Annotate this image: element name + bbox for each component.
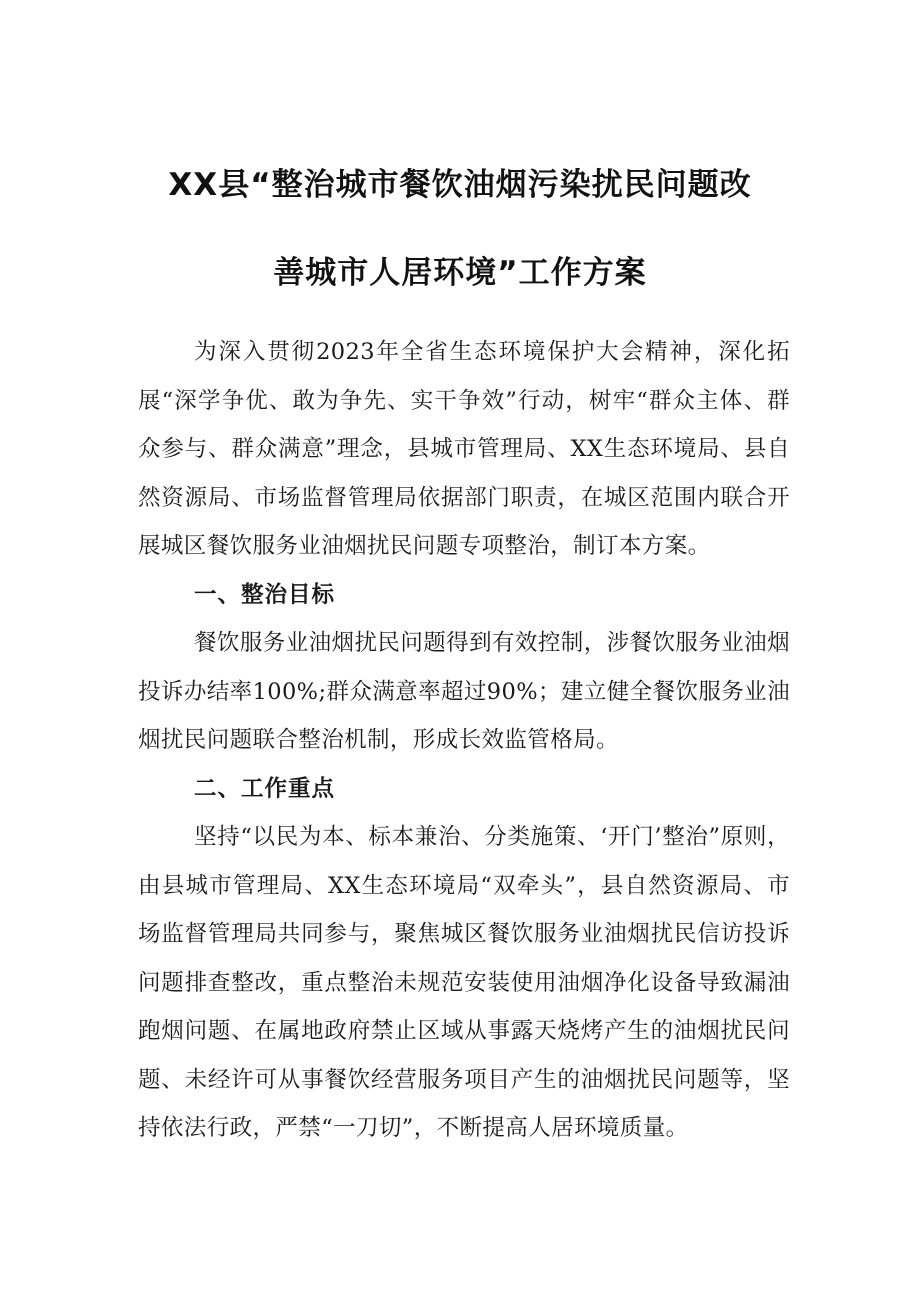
section-2-paragraph: 坚持“以民为本、标本兼治、分类施策、‘开门’整治”原则，由县城市管理局、XX生态环境局“双牵头”，县自然资源局、市场监督管理局共同参与，聚焦城区餐饮服务业油烟扰民信访投诉问题排查整改，重点整治未规范安装使用油烟净化设备导致漏油跑烟问题、在属地政府禁止区域从事露天烧烤产生的油烟扰民问题、未经许可从事餐饮经营服务项目产生的油烟扰民问题等，坚持依法行政，严禁“一刀切”，不断提高人居环境质量。 <box>138 824 790 1141</box>
section-2-heading: 二、工作重点 <box>194 776 336 802</box>
intro-paragraph: 为深入贯彻2023年全省生态环境保护大会精神，深化拓展“深学争优、敢为争先、实干争效”行动，树牢“群众主体、群众参与、群众满意”理念，县城市管理局、XX生态环境局、县自然资源局、市场监督管理局依据部门职责，在城区范围内联合开展城区餐饮服务业油烟扰民问题专项整治，制订本方案。 <box>138 339 790 559</box>
section-1-heading: 一、整治目标 <box>194 582 336 608</box>
section-1-paragraph: 餐饮服务业油烟扰民问题得到有效控制，涉餐饮服务业油烟投诉办结率100%;群众满意率超过90%；建立健全餐饮服务业油烟扰民问题联合整治机制，形成长效监管格局。 <box>138 630 790 753</box>
document-title-line-1: XX县“整治城市餐饮油烟污染扰民问题改 <box>168 167 752 203</box>
document-title-line-2: 善城市人居环境”工作方案 <box>273 255 647 291</box>
